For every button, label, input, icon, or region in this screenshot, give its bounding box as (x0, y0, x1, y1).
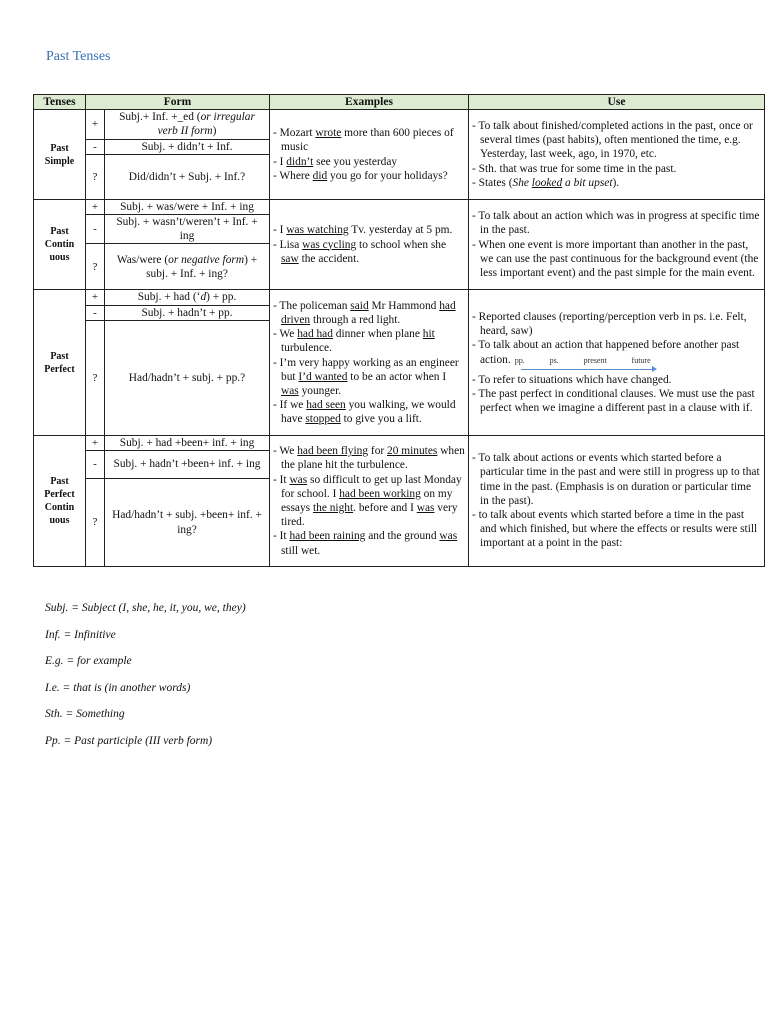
form-cell (105, 435, 270, 450)
text-run: - To talk about an action that happened before another past action. (472, 339, 740, 366)
example-item (273, 356, 465, 399)
text-run: Subj.+ Inf. +_ed ( (119, 111, 201, 124)
text-run: Mr Hammond (368, 299, 440, 312)
text-run: and the ground (365, 530, 440, 543)
text-run: had been flying (297, 445, 369, 458)
text-run: - It (273, 473, 290, 486)
abbreviation-note: Subj. = Subject (I, she, he, it, you, we, they) (45, 602, 246, 614)
text-run: was watching (286, 224, 349, 237)
text-run: Subj. + didn’t + Inf. (141, 140, 233, 153)
form-cell (105, 215, 270, 244)
text-run: so difficult to get up last Monday for school. I (281, 473, 462, 500)
text-run: did (312, 169, 328, 182)
text-run: - If we (273, 399, 307, 412)
tense-name-line: Past (50, 142, 69, 154)
form-symbol: - (86, 215, 105, 244)
text-run: - The policeman (273, 299, 351, 312)
text-run: - Reported clauses (reporting/perception verb in ps. i.e. Felt, heard, saw) (472, 311, 747, 338)
text-run: - To talk about an action which was in progress at specific time in the past. (472, 210, 760, 237)
form-symbol: - (86, 451, 105, 479)
form-cell (105, 154, 270, 199)
text-run: I’d wanted (298, 370, 348, 383)
form-cell (105, 244, 270, 290)
text-run: didn’t (286, 155, 314, 168)
form-symbol: ? (86, 479, 105, 567)
form-cell (105, 479, 270, 567)
form-cell (105, 199, 270, 214)
example-item (273, 155, 465, 169)
form-symbol: - (86, 305, 105, 320)
text-run: the accident. (298, 252, 360, 265)
abbreviation-note: Pp. = Past participle (III verb form) (45, 734, 213, 747)
text-run: was cycling (302, 238, 357, 251)
text-run: Subj. + had (‘ (137, 291, 201, 304)
text-run: Had/hadn’t + subj. +been+ inf. + ing? (112, 509, 262, 536)
example-item (273, 529, 465, 557)
use-item (472, 508, 761, 551)
tense-name-line: uous (49, 252, 70, 264)
example-item (273, 223, 465, 237)
text-run: looked (531, 176, 563, 189)
text-run: - I’m very happy working as an engineer but (273, 356, 459, 383)
use-item (472, 238, 761, 281)
tense-name-line: Perfect (44, 363, 75, 375)
text-run: - States ( (472, 176, 513, 189)
table-row (34, 110, 765, 139)
timeline-label: ps. (549, 355, 559, 365)
form-symbol: + (86, 110, 105, 139)
form-cell (105, 290, 270, 305)
form-cell (105, 305, 270, 320)
text-run: see you yesterday (313, 155, 398, 168)
example-item (273, 169, 465, 183)
tense-name-line: Past (50, 350, 69, 362)
text-run: had seen (306, 399, 346, 412)
use-item (472, 387, 761, 415)
example-item (273, 238, 465, 266)
text-run: hit (422, 328, 435, 341)
text-run: ). (612, 176, 620, 189)
text-run: through a red light. (310, 313, 401, 326)
table-row (34, 290, 765, 305)
form-symbol: ? (86, 154, 105, 199)
tense-name-line: Simple (44, 155, 75, 167)
past-tenses-table (33, 94, 765, 567)
tense-name-cell (34, 435, 86, 566)
example-item (273, 327, 465, 355)
text-run: had been raining (289, 530, 366, 543)
use-item (472, 209, 761, 237)
timeline-label: pp. (514, 355, 525, 365)
text-run: ) + pp. (206, 291, 237, 304)
text-run: - Sth. that was true for some time in the past. (472, 162, 677, 175)
abbreviation-notes (45, 601, 246, 761)
form-symbol: ? (86, 244, 105, 290)
tense-name-cell (34, 290, 86, 435)
header-examples: Examples (270, 95, 469, 110)
example-item (273, 126, 465, 154)
text-run: said (350, 299, 369, 312)
use-item (472, 162, 761, 176)
page-title: Past Tenses (46, 49, 111, 64)
use-item (472, 338, 761, 372)
text-run: - I (273, 155, 287, 168)
text-run: - It (273, 530, 290, 543)
text-run: - We (273, 328, 298, 341)
timeline-label: future (631, 355, 651, 365)
tense-name-line: Contin (44, 501, 75, 513)
text-run: She (512, 176, 532, 189)
text-run: to school when she (356, 238, 447, 251)
examples-cell (270, 110, 469, 200)
use-cell (469, 110, 765, 200)
timeline-diagram (514, 355, 653, 373)
use-item (472, 176, 761, 190)
text-run: to give you a lift. (340, 413, 422, 426)
text-run: was (289, 473, 308, 486)
text-run: Subj. + was/were + Inf. + ing (120, 200, 254, 213)
text-run: the night (312, 501, 354, 514)
text-run: turbulence. (281, 342, 332, 355)
table-row (34, 435, 765, 450)
text-run: for (368, 445, 388, 458)
text-run: . before and I (353, 501, 417, 514)
tense-name-line: Past (50, 226, 69, 238)
text-run: still wet. (281, 544, 321, 557)
example-item (273, 444, 465, 472)
abbreviation-note: I.e. = that is (in another words) (45, 681, 191, 694)
tense-name-line: Contin (44, 239, 75, 251)
text-run: was (439, 530, 458, 543)
tense-name-line: Perfect (44, 488, 75, 500)
text-run: more than 600 pieces of music (281, 127, 454, 154)
examples-cell (270, 290, 469, 435)
text-run: - When one event is more important than another in the past, we can use the past continuous for the background event (the less important event) and the past simple for the main event. (472, 238, 759, 279)
abbreviation-note: Inf. = Infinitive (45, 628, 116, 641)
text-run: very tired. (281, 501, 458, 529)
form-symbol: ? (86, 320, 105, 435)
abbreviation-note: Sth. = Something (45, 708, 125, 721)
tense-name-line: uous (49, 514, 70, 526)
form-symbol: + (86, 435, 105, 450)
form-cell (105, 110, 270, 139)
text-run: was (281, 384, 299, 397)
timeline-arrow-icon (521, 365, 653, 370)
text-run: when the plane hit the turbulence. (281, 445, 465, 472)
text-run: - Mozart (273, 127, 316, 140)
text-run: Subj. + had +been+ inf. + ing (119, 436, 255, 449)
text-run: Had/hadn’t + subj. + pp.? (128, 371, 246, 384)
text-run: 20 minutes (387, 445, 438, 458)
text-run: a bit upset (562, 176, 613, 189)
text-run: you walking, we would have (281, 399, 456, 426)
tense-name-cell (34, 110, 86, 200)
example-item (273, 398, 465, 426)
form-symbol: - (86, 139, 105, 154)
use-item (472, 373, 761, 387)
text-run: ) (212, 125, 217, 138)
text-run: dinner when plane (332, 328, 423, 341)
text-run: ) + subj. + Inf. + ing? (146, 253, 258, 280)
text-run: Subj. + hadn’t +been+ inf. + ing (113, 458, 261, 471)
text-run: you go for your holidays? (327, 169, 448, 182)
text-run: stopped (305, 413, 341, 426)
text-run: on my essays (281, 487, 453, 514)
header-form: Form (86, 95, 270, 110)
timeline-label: present (583, 355, 607, 365)
use-item (472, 310, 761, 338)
form-symbol: + (86, 290, 105, 305)
text-run: - Lisa (273, 238, 303, 251)
examples-cell (270, 199, 469, 290)
text-run: Did/didn’t + Subj. + Inf.? (128, 170, 246, 183)
use-cell (469, 435, 765, 566)
form-symbol: + (86, 199, 105, 214)
text-run: - I (273, 224, 287, 237)
text-run: younger. (298, 384, 342, 397)
text-run: - to talk about events which started before a time in the past and which finished, but where the effects or results were still important at a point in the past: (472, 509, 758, 550)
text-run: d (200, 291, 207, 304)
text-run: Was/were ( (116, 253, 169, 266)
use-item (472, 119, 761, 162)
example-item (273, 473, 465, 530)
text-run: had had (297, 328, 333, 341)
examples-cell (270, 435, 469, 566)
use-item (472, 451, 761, 508)
text-run: saw (281, 252, 299, 265)
header-tenses: Tenses (34, 95, 86, 110)
text-run: to be an actor when I (347, 370, 447, 383)
text-run: or negative form (168, 253, 245, 266)
example-item (273, 299, 465, 327)
text-run: - We (273, 445, 298, 458)
text-run: Tv. yesterday at 5 pm. (348, 224, 453, 237)
tense-name-line: Past (50, 475, 69, 487)
text-run: or irregular verb II form (157, 111, 255, 138)
use-cell (469, 199, 765, 290)
text-run: - The past perfect in conditional clauses. We must use the past perfect when we imagine a different past in a clause with if. (472, 387, 755, 415)
text-run: - To refer to situations which have changed. (472, 373, 672, 386)
abbreviation-note: E.g. = for example (45, 655, 132, 668)
text-run: - Where (273, 169, 313, 182)
table-row (34, 199, 765, 214)
timeline-labels (514, 355, 653, 365)
text-run: Subj. + wasn’t/weren’t + Inf. + ing (116, 216, 258, 243)
text-run: was (416, 501, 435, 514)
text-run: - To talk about finished/completed actions in the past, once or several times (past habits), often mentioned the time, e.g. Yesterday, last week, ago, in 1970, etc. (472, 120, 753, 161)
form-cell (105, 451, 270, 479)
text-run: had been working (339, 487, 421, 500)
table-header-row (34, 95, 765, 110)
form-cell (105, 139, 270, 154)
form-cell (105, 320, 270, 435)
tense-name-cell (34, 199, 86, 290)
text-run: had driven (281, 299, 456, 326)
header-use: Use (469, 95, 765, 110)
use-cell (469, 290, 765, 435)
text-run: - To talk about actions or events which started before a particular time in the past and were still in progress up to that time in the past. (Emphasis is on duration or particular time in the past). (472, 452, 760, 507)
text-run: wrote (315, 127, 342, 140)
text-run: Subj. + hadn’t + pp. (141, 306, 233, 319)
